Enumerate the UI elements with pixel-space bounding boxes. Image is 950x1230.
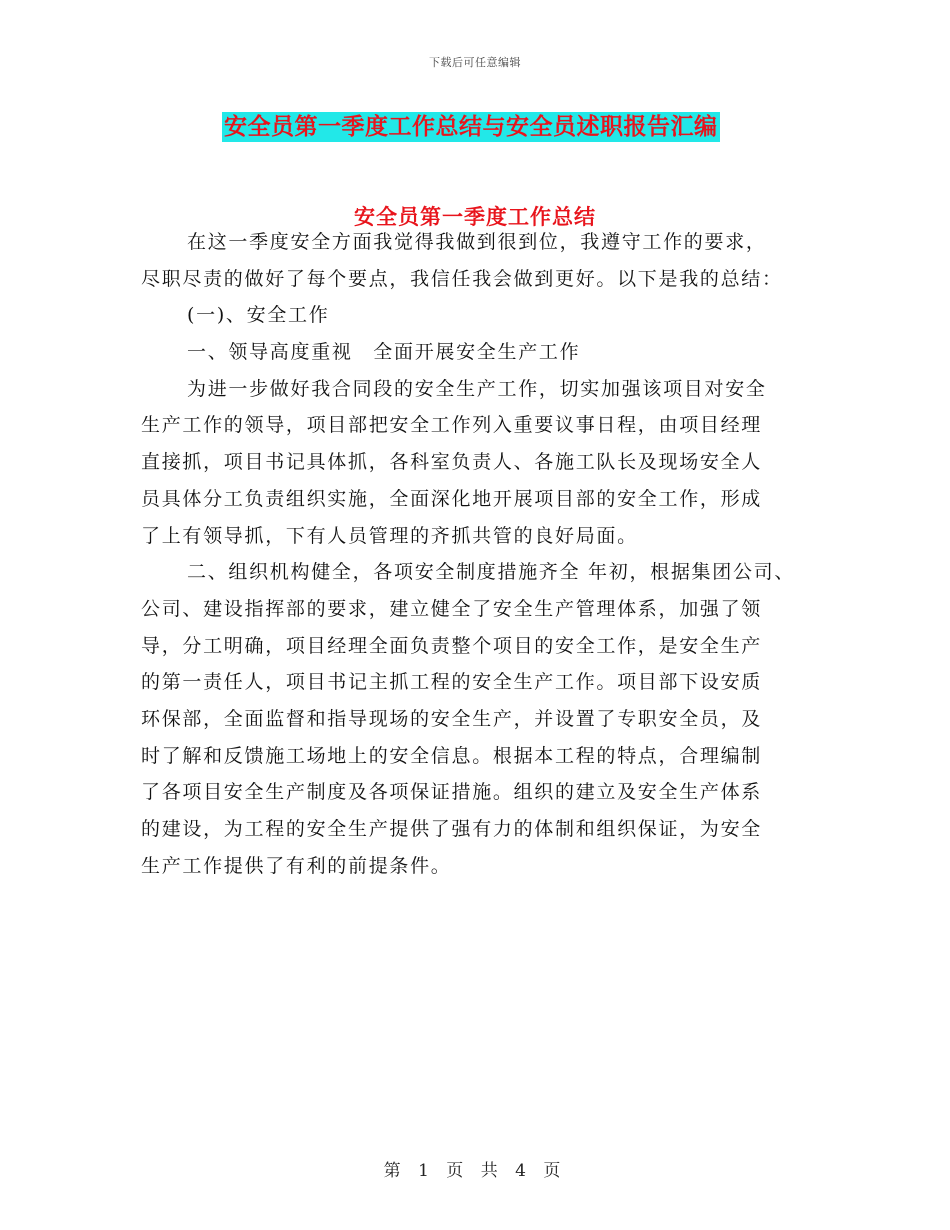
paragraph-line: 环保部，全面监督和指导现场的安全生产，并设置了专职安全员，及 [141,707,763,730]
paragraph-line: 了各项目安全生产制度及各项保证措施。组织的建立及安全生产体系 [141,781,763,804]
header-note: 下载后可任意编辑 [429,56,521,69]
paragraph-line: 的第一责任人，项目书记主抓工程的安全生产工作。项目部下设安质 [141,671,763,694]
page-footer: 第 1 页 共 4 页 [383,1161,567,1181]
subheading-line: 一、领导高度重视 全面开展安全生产工作 [187,341,581,364]
body-text [141,224,841,884]
paragraph-line: 为进一步做好我合同段的安全生产工作，切实加强该项目对安全 [187,377,767,400]
section-title: 安全员第一季度工作总结 [354,204,596,229]
paragraph-line: 生产工作的领导，项目部把安全工作列入重要议事日程，由项目经理 [141,414,763,437]
subheading-line: (一)、安全工作 [187,304,330,327]
paragraph-line: 的建设，为工程的安全生产提供了强有力的体制和组织保证，为安全 [141,818,763,840]
paragraph-line: 员具体分工负责组织实施，全面深化地开展项目部的安全工作，形成 [141,487,763,510]
paragraph-line: 导，分工明确，项目经理全面负责整个项目的安全工作，是安全生产 [141,634,763,657]
paragraph-line: 公司、建设指挥部的要求，建立健全了安全生产管理体系，加强了领 [141,597,763,620]
paragraph-line: 二、组织机构健全，各项安全制度措施齐全 年初，根据集团公司、 [187,561,796,584]
paragraph-line: 在这一季度安全方面我觉得我做到很到位，我遵守工作的要求， [187,231,767,253]
paragraph-line: 了上有领导抓，下有人员管理的齐抓共管的良好局面。 [141,524,638,547]
paragraph-line: 时了解和反馈施工场地上的安全信息。根据本工程的特点，合理编制 [141,744,763,767]
document-title: 安全员第一季度工作总结与安全员述职报告汇编 [224,113,718,140]
paragraph-line: 生产工作提供了有利的前提条件。 [141,854,452,877]
paragraph-line: 尽职尽责的做好了每个要点，我信任我会做到更好。以下是我的总结： [141,267,783,290]
paragraph-line: 直接抓，项目书记具体抓，各科室负责人、各施工队长及现场安全人 [141,451,763,474]
